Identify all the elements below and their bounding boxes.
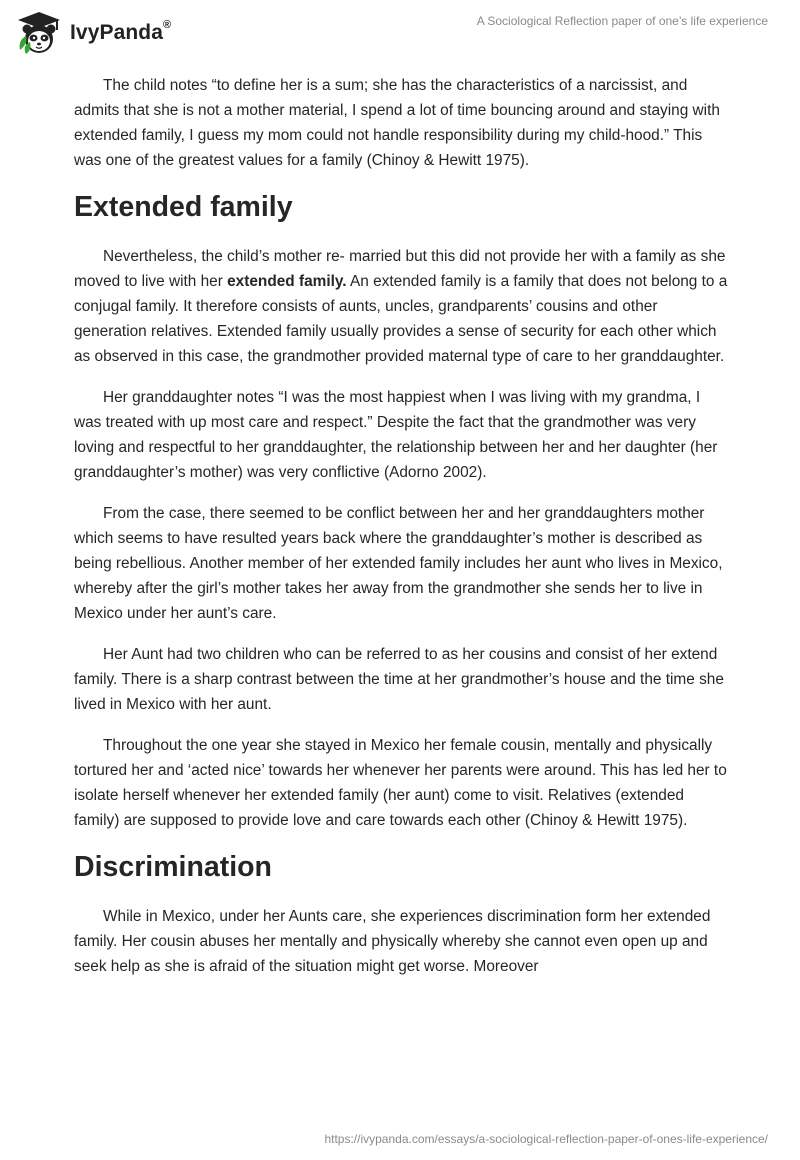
logo[interactable] [16,10,171,56]
essay-body [74,73,730,995]
panda-graduate-icon [16,10,62,56]
bold-term: extended family. [227,273,347,290]
paragraph: Her granddaughter notes “I was the most happiest when I was living with my grandma, I was treated with up most care and respect.” Despite the fact that the grandmother was very loving and respectful to her granddaughter, the relationship between her and her daughter (her granddaughter’s mother) was very conflictive (Adorno 2002). [74,389,718,481]
document-title: A Sociological Reflection paper of one’s life experience [476,14,768,28]
paragraph: While in Mexico, under her Aunts care, she experiences discrimination form her extended family. Her cousin abuses her mentally and physically whereby she cannot even open up and seek help as she is afraid of the situation might get worse. Moreover [74,908,711,975]
brand-name: IvyPanda® [70,19,172,44]
paragraph: The child notes “to define her is a sum; she has the characteristics of a narcissist, and admits that she is not a mother material, I spend a lot of time bouncing around and staying with extended family, I guess my mom could not handle responsibility during my child-hood.” This was one of the greatest values for a family (Chinoy & Hewitt 1975). [74,77,720,169]
source-url[interactable]: https://ivypanda.com/essays/a-sociological-reflection-paper-of-ones-life-experience/ [324,1132,768,1146]
section-heading-discrimination: Discrimination [74,851,272,883]
paragraph: Throughout the one year she stayed in Mexico her female cousin, mentally and physically tortured her and ‘acted nice’ towards her whenever her parents were around. This has led her to isolate herself whenever her extended family (her aunt) come to visit. Relatives (extended family) are supposed to provide love and care towards each other (Chinoy & Hewitt 1975). [74,737,727,829]
paragraph: From the case, there seemed to be conflict between her and her granddaughters mother which seems to have resulted years back where the granddaughter’s mother is described as being rebellious. Another member of her extended family includes her aunt who lives in Mexico, whereby after the girl’s mother takes her away from the grandmother she sends her to live in Mexico under her aunt’s care. [74,505,723,622]
section-heading-extended-family: Extended family [74,191,293,223]
paragraph: Nevertheless, the child’s mother re- married but this did not provide her with a family as she moved to live with her extended family. An extended family is a family that does not belong to a conjugal family. It therefore consists of aunts, uncles, grandparents’ cousins and other generation relatives. Extended family usually provides a sense of security for each other which as observed in this case, the grandmother provided maternal type of care to her granddaughter. [74,248,728,365]
paragraph: Her Aunt had two children who can be referred to as her cousins and consist of her extend family. There is a sharp contrast between the time at her grandmother’s house and the time she lived in Mexico with her aunt. [74,646,724,713]
header [0,0,800,64]
